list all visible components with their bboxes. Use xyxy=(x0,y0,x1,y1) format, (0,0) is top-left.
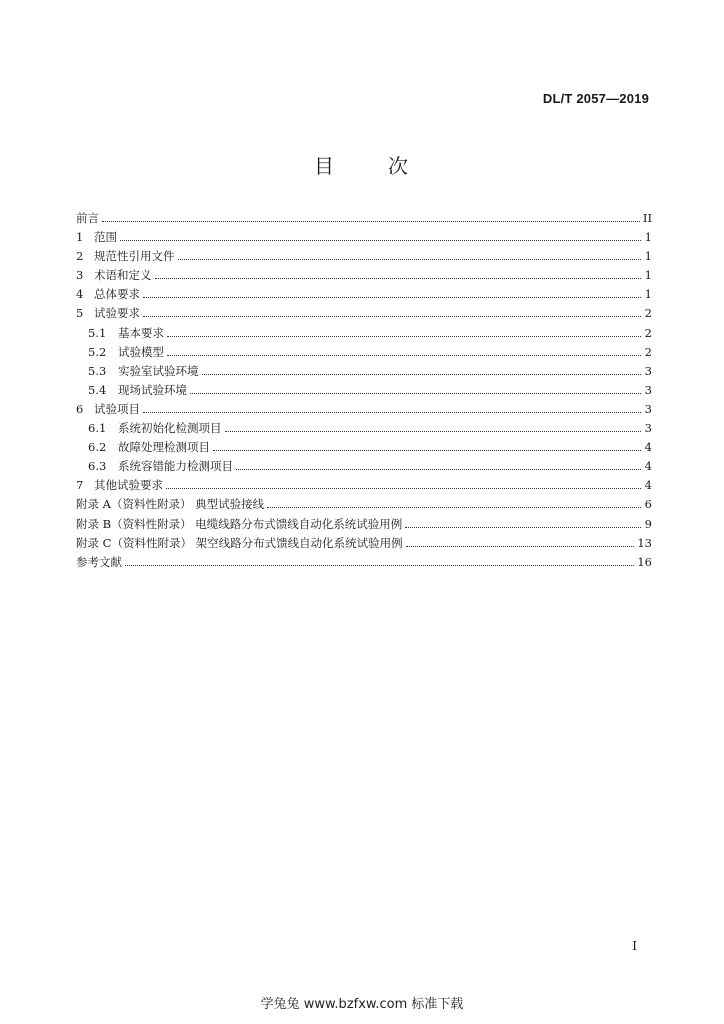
toc-entry[interactable] xyxy=(76,286,652,305)
toc-entry-number: 4 xyxy=(76,287,84,302)
toc-entry-label: 范围 xyxy=(94,230,117,245)
toc-entry-number: 2 xyxy=(76,249,84,264)
toc-entry-label: 试验项目 xyxy=(94,401,140,416)
toc-entry-number: 5 xyxy=(76,306,84,321)
toc-leader xyxy=(143,315,641,317)
toc-entry-label: 附录 C（资料性附录） 架空线路分布式馈线自动化系统试验用例 xyxy=(76,535,403,550)
toc-leader xyxy=(406,545,635,547)
toc-entry-label: 规范性引用文件 xyxy=(94,249,175,264)
toc-entry-label: 附录 A（资料性附录） 典型试验接线 xyxy=(76,497,265,512)
toc-entry-page: 4 xyxy=(644,478,652,493)
toc-entry-number: 6.3 xyxy=(88,459,107,474)
toc-subentry[interactable] xyxy=(76,420,652,439)
toc-entry[interactable] xyxy=(76,248,652,267)
toc-entry-page: 1 xyxy=(644,287,652,302)
toc-entry-label: 故障处理检测项目 xyxy=(118,440,210,455)
toc-leader xyxy=(143,296,641,298)
toc-subentry[interactable] xyxy=(76,344,652,363)
toc-subentry[interactable] xyxy=(76,458,652,477)
table-of-contents xyxy=(76,210,652,573)
toc-entry-page: 3 xyxy=(644,363,652,378)
toc-entry-page: 2 xyxy=(644,344,652,359)
toc-entry-page: 3 xyxy=(644,382,652,397)
toc-entry-page: 2 xyxy=(644,306,652,321)
toc-entry-appendix-b[interactable] xyxy=(76,516,652,535)
toc-entry[interactable] xyxy=(76,305,652,324)
toc-leader xyxy=(166,487,641,489)
toc-entry-label: 现场试验环境 xyxy=(118,382,187,397)
toc-leader xyxy=(167,354,641,356)
toc-leader xyxy=(178,258,642,260)
toc-leader xyxy=(202,373,642,375)
toc-entry-page: 1 xyxy=(644,230,652,245)
toc-entry[interactable] xyxy=(76,210,652,229)
toc-entry-number: 6.1 xyxy=(88,421,107,436)
toc-entry-page: 16 xyxy=(637,554,652,569)
toc-entry-page: 2 xyxy=(644,325,652,340)
toc-entry-number: 5.2 xyxy=(88,344,107,359)
toc-entry-label: 其他试验要求 xyxy=(94,478,163,493)
toc-entry-page: 9 xyxy=(644,516,652,531)
page-title xyxy=(0,150,724,179)
toc-entry-page: 6 xyxy=(644,497,652,512)
toc-leader xyxy=(167,335,641,337)
toc-entry-number: 5.1 xyxy=(88,325,107,340)
document-code: DL/T 2057—2019 xyxy=(542,91,649,106)
toc-subentry[interactable] xyxy=(76,325,652,344)
toc-entry-appendix-a[interactable] xyxy=(76,496,652,515)
toc-entry-number: 3 xyxy=(76,268,84,283)
toc-entry[interactable] xyxy=(76,401,652,420)
toc-entry-number: 1 xyxy=(76,230,84,245)
toc-leader xyxy=(155,277,642,279)
toc-entry-page: 3 xyxy=(644,421,652,436)
title-char-1: 目 xyxy=(314,154,336,178)
toc-entry-label: 试验模型 xyxy=(118,344,164,359)
toc-entry[interactable] xyxy=(76,229,652,248)
toc-leader xyxy=(143,411,641,413)
toc-entry-label: 前言 xyxy=(76,211,99,225)
toc-leader xyxy=(213,449,641,451)
toc-leader xyxy=(267,506,641,508)
toc-subentry[interactable] xyxy=(76,439,652,458)
toc-entry[interactable] xyxy=(76,477,652,496)
toc-entry-label: 术语和定义 xyxy=(94,268,152,283)
toc-leader xyxy=(190,392,641,394)
watermark-text: 学兔兔 www.bzfxw.com 标准下载 xyxy=(260,997,464,1012)
page-number: I xyxy=(632,939,637,953)
toc-entry-label: 附录 B（资料性附录） 电缆线路分布式馈线自动化系统试验用例 xyxy=(76,516,403,531)
toc-entry-number: 5.4 xyxy=(88,382,107,397)
toc-entry-page: 4 xyxy=(644,440,652,455)
toc-entry-page: 3 xyxy=(644,401,652,416)
toc-entry-page: 1 xyxy=(644,268,652,283)
toc-subentry[interactable] xyxy=(76,382,652,401)
toc-entry-label: 基本要求 xyxy=(118,325,164,340)
toc-leader xyxy=(405,526,641,528)
toc-leader xyxy=(125,564,634,566)
toc-entry-references[interactable] xyxy=(76,554,652,573)
toc-entry-page: 1 xyxy=(644,249,652,264)
toc-entry-label: 实验室试验环境 xyxy=(118,363,199,378)
toc-entry-appendix-c[interactable] xyxy=(76,535,652,554)
toc-entry-page: II xyxy=(642,211,652,225)
toc-entry-label: 参考文献 xyxy=(76,554,122,569)
toc-entry-label: 总体要求 xyxy=(94,287,140,302)
toc-entry-number: 6 xyxy=(76,401,84,416)
toc-entry-page: 4 xyxy=(644,459,652,474)
toc-leader xyxy=(102,220,640,222)
toc-leader xyxy=(225,430,642,432)
toc-entry[interactable] xyxy=(76,267,652,286)
toc-entry-number: 5.3 xyxy=(88,363,107,378)
title-char-2: 次 xyxy=(388,154,410,178)
toc-leader xyxy=(120,239,641,241)
toc-leader xyxy=(236,468,641,470)
toc-entry-number: 6.2 xyxy=(88,440,107,455)
toc-entry-page: 13 xyxy=(637,535,652,550)
toc-entry-label: 试验要求 xyxy=(94,306,140,321)
toc-entry-label: 系统初始化检测项目 xyxy=(118,421,222,436)
toc-subentry[interactable] xyxy=(76,363,652,382)
toc-entry-number: 7 xyxy=(76,478,84,493)
toc-entry-label: 系统容错能力检测项目 xyxy=(118,459,233,474)
